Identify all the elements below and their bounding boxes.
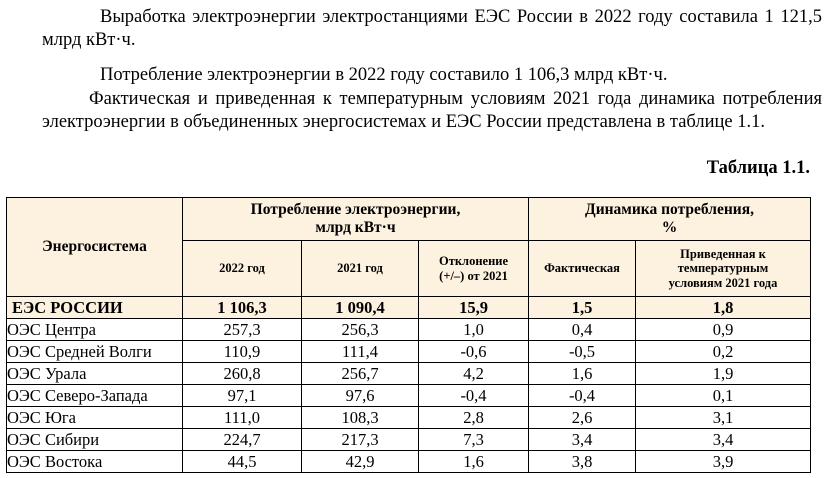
cell-2022: 1 106,3 (183, 297, 302, 319)
cell-adjusted: 0,9 (636, 319, 811, 341)
paragraph-consumption: Потребление электроэнергии в 2022 году составило 1 106,3 млрд кВт·ч. (100, 65, 668, 85)
header-consumption (183, 198, 529, 241)
cell-name: ОЭС Сибири (7, 429, 183, 451)
cell-deviation: 2,8 (419, 407, 529, 429)
header-actual: Фактическая (529, 241, 636, 297)
header-row-top (7, 198, 811, 241)
cell-adjusted: 3,1 (636, 407, 811, 429)
cell-deviation: -0,6 (419, 341, 529, 363)
header-consumption-line1: Потребление электроэнергии, (250, 201, 461, 219)
table-row (7, 407, 811, 429)
cell-deviation: 15,9 (419, 297, 529, 319)
table-row (7, 451, 811, 473)
header-consumption-line2: млрд кВт·ч (315, 219, 396, 236)
cell-adjusted: 0,2 (636, 341, 811, 363)
cell-2021: 111,4 (302, 341, 419, 363)
cell-2021: 108,3 (302, 407, 419, 429)
cell-2022: 111,0 (183, 407, 302, 429)
table-row (7, 385, 811, 407)
cell-2022: 224,7 (183, 429, 302, 451)
cell-actual: 3,8 (529, 451, 636, 473)
header-adjusted-line3: условиям 2021 года (668, 275, 778, 290)
cell-adjusted: 3,4 (636, 429, 811, 451)
table-row (7, 319, 811, 341)
cell-2021: 256,3 (302, 319, 419, 341)
table-caption: Таблица 1.1. (706, 158, 810, 178)
table-row-total (7, 297, 811, 319)
cell-actual: -0,5 (529, 341, 636, 363)
cell-name: ЕЭС РОССИИ (7, 297, 183, 319)
cell-name: ОЭС Центра (7, 319, 183, 341)
header-dynamics-line1: Динамика потребления, (585, 201, 754, 219)
cell-2022: 44,5 (183, 451, 302, 473)
paragraph-dynamics: Фактическая и приведенная к температурным условиям 2021 года динамика потребления электроэнергии в объединенных энергосистемах и ЕЭС России представлена в таблице 1.1. (42, 89, 822, 132)
cell-deviation: 1,0 (419, 319, 529, 341)
cell-deviation: -0,4 (419, 385, 529, 407)
cell-adjusted: 0,1 (636, 385, 811, 407)
header-dynamics (529, 198, 811, 241)
cell-2021: 42,9 (302, 451, 419, 473)
cell-actual: 3,4 (529, 429, 636, 451)
header-year-2021: 2021 год (302, 241, 419, 297)
header-dynamics-line2: % (661, 219, 678, 236)
table-row (7, 363, 811, 385)
header-system: Энергосистема (7, 198, 183, 297)
header-adjusted-line1: Приведенная к (680, 246, 766, 261)
cell-name: ОЭС Северо-Запада (7, 385, 183, 407)
header-year-2022: 2022 год (183, 241, 302, 297)
cell-2022: 260,8 (183, 363, 302, 385)
header-deviation-line2: (+/–) от 2021 (439, 268, 508, 283)
cell-2022: 97,1 (183, 385, 302, 407)
cell-name: ОЭС Востока (7, 451, 183, 473)
header-adjusted (636, 241, 811, 297)
header-deviation-line1: Отклонение (438, 254, 509, 269)
paragraph-generation: Выработка электроэнергии электростанциями ЕЭС России в 2022 году составила 1 121,5 млрд кВт·ч. (42, 7, 822, 50)
cell-actual: 1,6 (529, 363, 636, 385)
cell-adjusted: 1,8 (636, 297, 811, 319)
cell-actual: 0,4 (529, 319, 636, 341)
cell-name: ОЭС Урала (7, 363, 183, 385)
table-row (7, 341, 811, 363)
cell-adjusted: 1,9 (636, 363, 811, 385)
cell-2022: 110,9 (183, 341, 302, 363)
header-deviation (419, 241, 529, 297)
cell-deviation: 1,6 (419, 451, 529, 473)
consumption-table (6, 197, 811, 473)
cell-deviation: 4,2 (419, 363, 529, 385)
cell-2021: 217,3 (302, 429, 419, 451)
cell-actual: 1,5 (529, 297, 636, 319)
header-adjusted-line2: температурным (677, 261, 769, 276)
cell-2021: 256,7 (302, 363, 419, 385)
cell-name: ОЭС Юга (7, 407, 183, 429)
cell-actual: 2,6 (529, 407, 636, 429)
cell-adjusted: 3,9 (636, 451, 811, 473)
cell-actual: -0,4 (529, 385, 636, 407)
cell-2021: 97,6 (302, 385, 419, 407)
cell-2022: 257,3 (183, 319, 302, 341)
cell-deviation: 7,3 (419, 429, 529, 451)
cell-name: ОЭС Средней Волги (7, 341, 183, 363)
table-row (7, 429, 811, 451)
cell-2021: 1 090,4 (302, 297, 419, 319)
